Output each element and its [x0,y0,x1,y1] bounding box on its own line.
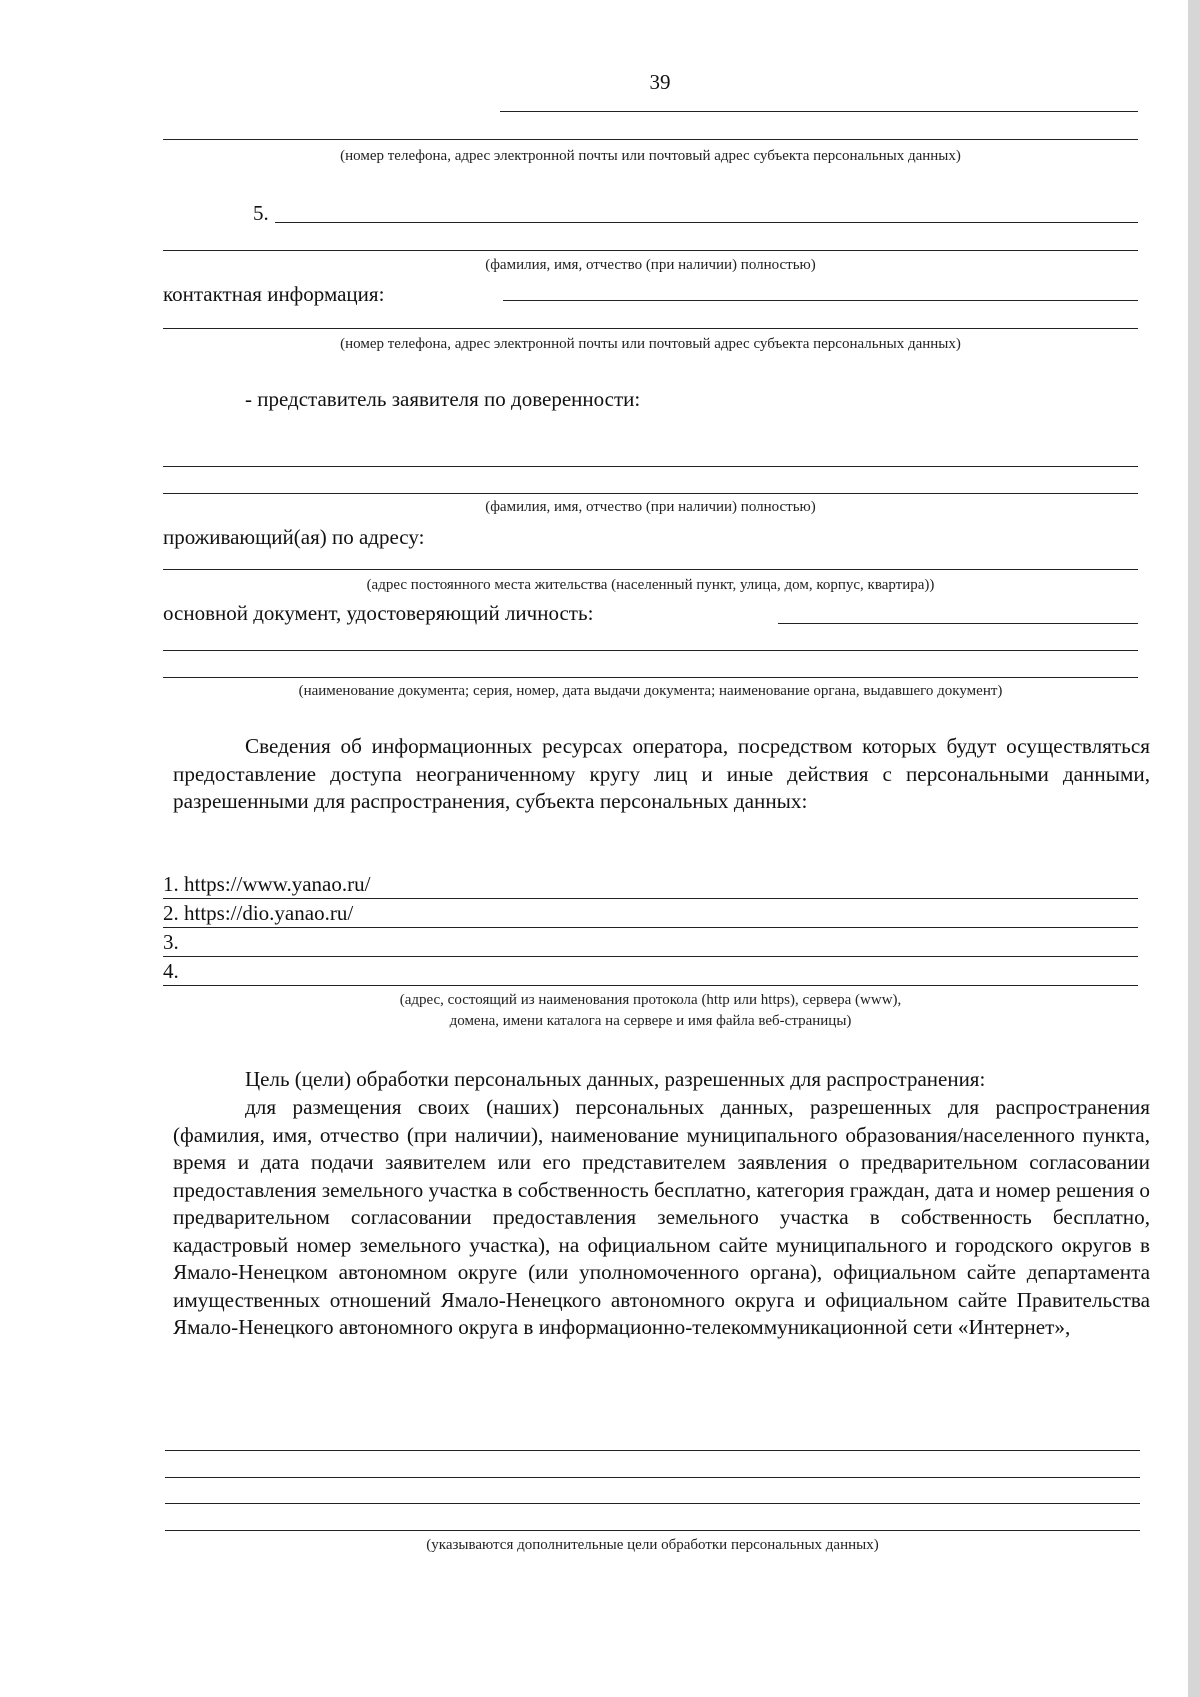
resource-row-1: 1. https://www.yanao.ru/ [163,871,1138,899]
caption-contact: (номер телефона, адрес электронной почты или почтовый адрес субъекта персональных данных) [340,336,961,352]
purpose-heading: Цель (цели) обработки персональных данных, разрешенных для распространения: [245,1067,986,1091]
fill-line [163,466,1138,467]
representative-label: - представитель заявителя по доверенности: [245,387,641,411]
purpose-paragraph: для размещения своих (наших) персональных данных, разрешенных для распространения (фамилия, имя, отчество (при наличии), наименование муниципального образования/населенного пункта, время и дата подачи заявителем или его представителем заявления о предварительном согласовании предоставления земельного участка в собственность бесплатно, категория граждан, дата и номер решения о предварительном согласовании предоставления земельного участка в собственность бесплатно, кадастровый номер земельного участка), на официальном сайте муниципального и городского округов в Ямало-Ненецком автономном округе (или уполномоченного органа), официальном сайте департамента имущественных отношений Ямало-Ненецкого автономного округа и официальном сайте Правительства Ямало-Ненецкого автономного округа в информационно-телекоммуникационной сети «Интернет», [173,1095,1150,1339]
item-5-number: 5. [253,201,269,225]
resources-paragraph: Сведения об информационных ресурсах оператора, посредством которых будут осуществляться предоставление доступа неограниченному кругу лиц и иные действия с персональными данными, разрешенными для распространения, субъекта персональных данных: [173,734,1150,813]
contact-label: контактная информация: [163,282,385,306]
fill-line-item-5 [275,222,1138,223]
fill-line [165,1530,1140,1531]
caption-url-line-2: домена, имени каталога на сервере и имя файла веб-страницы) [449,1013,852,1029]
fill-line [163,250,1138,251]
caption-fio: (фамилия, имя, отчество (при наличии) полностью) [485,257,816,273]
resource-row-3: 3. [163,929,1138,957]
page-number: 39 [649,70,671,94]
fill-line [163,650,1138,651]
resource-row-2: 2. https://dio.yanao.ru/ [163,900,1138,928]
page-edge-shadow [1188,0,1200,1697]
caption-url-line-1: (адрес, состоящий из наименования протокола (http или https), сервера (www), [399,992,902,1008]
fill-line-document [778,623,1138,624]
caption-contact: (номер телефона, адрес электронной почты или почтовый адрес субъекта персональных данных) [340,148,961,164]
resource-row-4: 4. [163,958,1138,986]
caption-fio: (фамилия, имя, отчество (при наличии) полностью) [485,499,816,515]
caption-document: (наименование документа; серия, номер, дата выдачи документа; наименование органа, выдавшего документ) [298,683,1003,699]
fill-line [163,677,1138,678]
fill-line [163,493,1138,494]
fill-line-contact [503,300,1138,301]
fill-line [165,1503,1140,1504]
caption-address: (адрес постоянного места жительства (населенный пункт, улица, дом, корпус, квартира)) [366,577,935,593]
caption-additional: (указываются дополнительные цели обработки персональных данных) [426,1537,879,1553]
fill-line [163,139,1138,140]
fill-line-address [163,569,1138,570]
residing-label: проживающий(ая) по адресу: [163,525,425,549]
fill-line [165,1450,1140,1451]
fill-line [163,328,1138,329]
id-document-label: основной документ, удостоверяющий личность: [163,601,594,625]
fill-line [165,1477,1140,1478]
fill-line [500,111,1138,112]
